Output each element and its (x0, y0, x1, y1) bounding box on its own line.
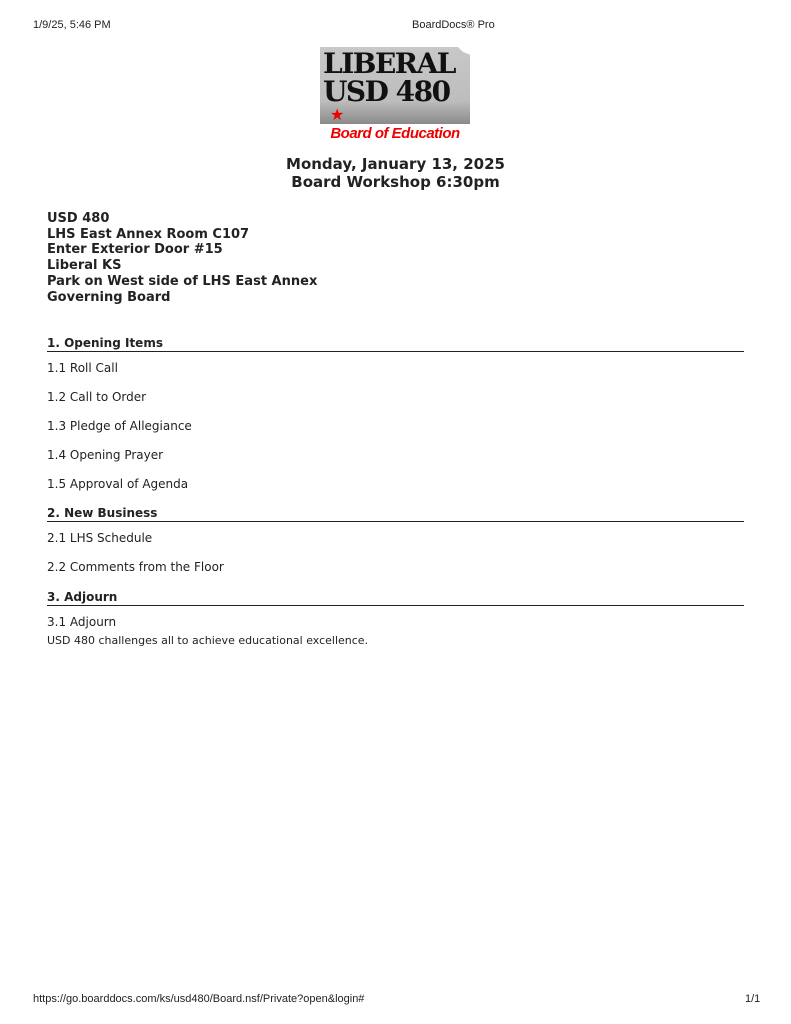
agenda-item[interactable]: 2.2 Comments from the Floor (47, 560, 224, 574)
info-line: USD 480 (47, 211, 110, 226)
info-line: Liberal KS (47, 258, 122, 274)
print-datetime: 1/9/25, 5:46 PM (33, 19, 111, 31)
print-title: BoardDocs® Pro (412, 19, 495, 31)
agenda-item[interactable]: 1.4 Opening Prayer (47, 448, 164, 462)
district-motto: USD 480 challenges all to achieve educational excellence. (47, 634, 369, 647)
meeting-name: Board Workshop 6:30pm (291, 173, 500, 191)
agenda-item[interactable]: 1.2 Call to Order (47, 390, 147, 404)
info-line: Park on West side of LHS East Annex (47, 273, 318, 289)
agenda-item[interactable]: 1.3 Pledge of Allegiance (47, 419, 192, 433)
star-icon: ★ (330, 105, 345, 124)
info-line: Governing Board (47, 289, 171, 305)
print-url: https://go.boarddocs.com/ks/usd480/Board.nsf/Private?open&login# (33, 993, 365, 1005)
logo-line-3: Board of Education (330, 125, 460, 142)
meeting-heading (0, 155, 791, 191)
page-number: 1/1 (745, 993, 761, 1005)
section-heading[interactable]: 2. New Business (47, 506, 744, 522)
info-line: LHS East Annex Room C107 (47, 226, 250, 242)
agenda-item[interactable]: 2.1 LHS Schedule (47, 531, 153, 545)
logo-line-1: LIBERAL (323, 47, 455, 80)
info-line: Enter Exterior Door #15 (47, 242, 223, 258)
section-heading[interactable]: 3. Adjourn (47, 590, 744, 606)
district-logo (320, 47, 470, 143)
agenda-item[interactable]: 3.1 Adjourn (47, 615, 117, 629)
section-heading[interactable]: 1. Opening Items (47, 336, 744, 352)
agenda-item[interactable]: 1.1 Roll Call (47, 361, 118, 375)
logo-line-2: USD 480 (323, 75, 450, 108)
meeting-location (47, 211, 317, 305)
meeting-date: Monday, January 13, 2025 (286, 155, 505, 173)
agenda-item[interactable]: 1.5 Approval of Agenda (47, 477, 189, 491)
